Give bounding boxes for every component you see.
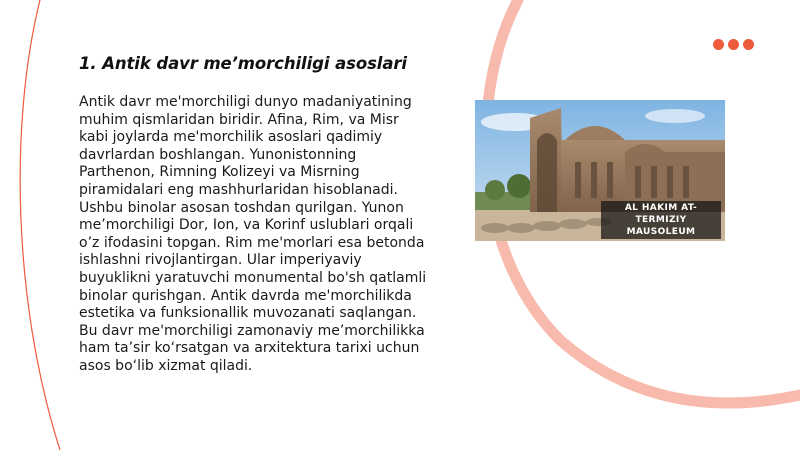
caption-line-1: AL HAKIM AT-TERMIZIY <box>624 203 698 225</box>
dot-icon <box>743 39 754 50</box>
caption-line-2: MAUSOLEUM <box>626 227 696 237</box>
menu-dots-icon <box>713 39 754 50</box>
mausoleum-photo <box>475 100 725 241</box>
slide-paragraph: Antik davr me'morchiligi dunyo madaniyatining muhim qismlaridan biridir. Afina, Rim, va Misr kabi joylarda me'morchilik asoslari qadimiy davrlardan boshlangan. Yunonistonning Parthenon, Rimning Kolizeyi va Misrning piramidalari eng mashhurlaridan hisoblanadi. Ushbu binolar asosan toshdan qurilgan. Yunon me’morchiligi Dor, Ion, va Korinf uslublari orqali o’z ifodasini topgan. Rim me'morlari esa betonda ishlashni rivojlantirgan. Ular imperiyaviy buyuklikni yaratuvchi monumental bo'sh qatlamli binolar qurishgan. Antik davrda me'morchilikda estetika va funksionallik muvozanati saqlangan. Bu davr me'morchiligi zamonaviy me’morchilikka ham ta’sir ko‘rsatgan va arxitektura tarixi uchun asos bo‘lib xizmat qiladi. <box>79 94 427 374</box>
slide-title: 1. Antik davr me’morchiligi asoslari <box>79 54 407 73</box>
dot-icon <box>713 39 724 50</box>
dot-icon <box>728 39 739 50</box>
photo-caption <box>601 201 721 239</box>
